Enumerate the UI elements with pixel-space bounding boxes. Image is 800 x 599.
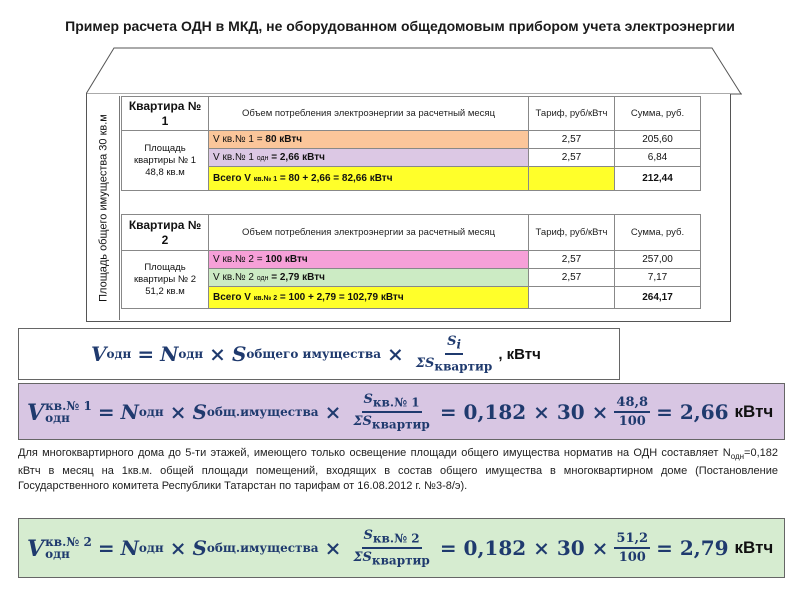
consumption-header: Объем потребления электроэнергии за расчетный месяц bbox=[209, 97, 529, 131]
apartment-1-sum: 205,60 bbox=[615, 131, 701, 149]
apartment-1-name: Квартира № 1 bbox=[122, 97, 209, 131]
building-roof bbox=[86, 46, 742, 96]
apartment-2-total-row: Всего V кв.№ 2 = 100 + 2,79 = 102,79 кВтч bbox=[209, 287, 529, 309]
apartment-2-fraction: $\frac{S_{кв.№ 2}}{\Sigma S_{квартир}}$ bbox=[353, 528, 430, 568]
apartment-1-formula: V кв.№ 1 одн = N одн × S общ.имущества × $\frac{S_{кв.№ 1}}{\Sigma S_{квартир}}$ = 0,182 × 30 × $\frac{48,8}{100}$ = 2,66 кВтч bbox=[27, 391, 774, 432]
general-formula-box bbox=[18, 328, 620, 380]
apartment-1-formula-box bbox=[18, 383, 785, 440]
sum-header: Сумма, руб. bbox=[615, 215, 701, 251]
tariff-header: Тариф, руб/кВтч bbox=[529, 97, 615, 131]
apartment-1-odn-sum: 6,84 bbox=[615, 149, 701, 167]
general-formula-fraction: $\frac{S_i}{\Sigma S_{квартир}}$ bbox=[415, 334, 493, 374]
apartment-1-total-row: Всего V кв.№ 1 = 80 + 2,66 = 82,66 кВтч bbox=[209, 167, 529, 191]
apartment-2-formula: V кв.№ 2 одн = N одн × S общ.имущества × $\frac{S_{кв.№ 2}}{\Sigma S_{квартир}}$ = 0,182 × 30 × $\frac{51,2}{100}$ = 2,79 кВтч bbox=[27, 528, 774, 568]
sum-header: Сумма, руб. bbox=[615, 97, 701, 131]
apartment-2-numeric-fraction: $\frac{51,2}{100}$ bbox=[616, 531, 649, 565]
apartment-1-numeric-fraction: $\frac{48,8}{100}$ bbox=[616, 394, 649, 429]
apartment-2-tariff: 2,57 bbox=[529, 251, 615, 269]
apartment-2-formula-box bbox=[18, 518, 785, 578]
apartment-1-consumption-row: V кв.№ 1 = 80 кВтч bbox=[209, 131, 529, 149]
apartment-2-name: Квартира № 2 bbox=[122, 215, 209, 251]
apartment-2-total-sum: 264,17 bbox=[615, 287, 701, 309]
tariff-header: Тариф, руб/кВтч bbox=[529, 215, 615, 251]
apartment-1-total-sum: 212,44 bbox=[615, 167, 701, 191]
general-formula: V одн = N одн × S общего имущества × $\frac{S_i}{\Sigma S_{квартир}}$ , кВтч bbox=[91, 334, 541, 374]
apartment-1-odn-row: V кв.№ 1 одн = 2,66 кВтч bbox=[209, 149, 529, 167]
consumption-header: Объем потребления электроэнергии за расчетный месяц bbox=[209, 215, 529, 251]
apartment-2-odn-tariff: 2,57 bbox=[529, 269, 615, 287]
common-area-text: Площадь общего имущества 30 кв.м bbox=[97, 114, 109, 302]
page-title: Пример расчета ОДН в МКД, не оборудованном общедомовым прибором учета электроэнергии bbox=[65, 18, 735, 34]
apartment-2-table bbox=[121, 214, 701, 309]
norm-explanation: Для многоквартирного дома до 5-ти этажей, имеющего только освещение площади общего имущества норматив на ОДН составляет $N_{одн}=0,182$ кВтч в месяц на 1кв.м. общей площади помещений, входящих в состав общего имущества в многоквартирном доме (Постановление Государственного комитета Республики Татарстан по тарифам от 16.08.2012 г. №3-8/э). bbox=[18, 447, 778, 493]
apartment-2-total-tariff-cell bbox=[529, 287, 615, 309]
general-formula-unit: , кВтч bbox=[498, 345, 541, 363]
apartment-2-odn-sum: 7,17 bbox=[615, 269, 701, 287]
apartment-1-total-tariff-cell bbox=[529, 167, 615, 191]
apartment-2-odn-row: V кв.№ 2 одн = 2,79 кВтч bbox=[209, 269, 529, 287]
apartment-1-area: Площадь квартиры № 1 48,8 кв.м bbox=[122, 131, 209, 191]
apartment-2-consumption-row: V кв.№ 2 = 100 кВтч bbox=[209, 251, 529, 269]
apartment-1-table bbox=[121, 96, 701, 191]
apartment-2-area: Площадь квартиры № 2 51,2 кв.м bbox=[122, 251, 209, 309]
common-area-label bbox=[88, 96, 120, 320]
apartment-2-sum: 257,00 bbox=[615, 251, 701, 269]
apartment-1-odn-tariff: 2,57 bbox=[529, 149, 615, 167]
apartment-1-fraction: $\frac{S_{кв.№ 1}}{\Sigma S_{квартир}}$ bbox=[353, 391, 430, 432]
apartment-1-tariff: 2,57 bbox=[529, 131, 615, 149]
